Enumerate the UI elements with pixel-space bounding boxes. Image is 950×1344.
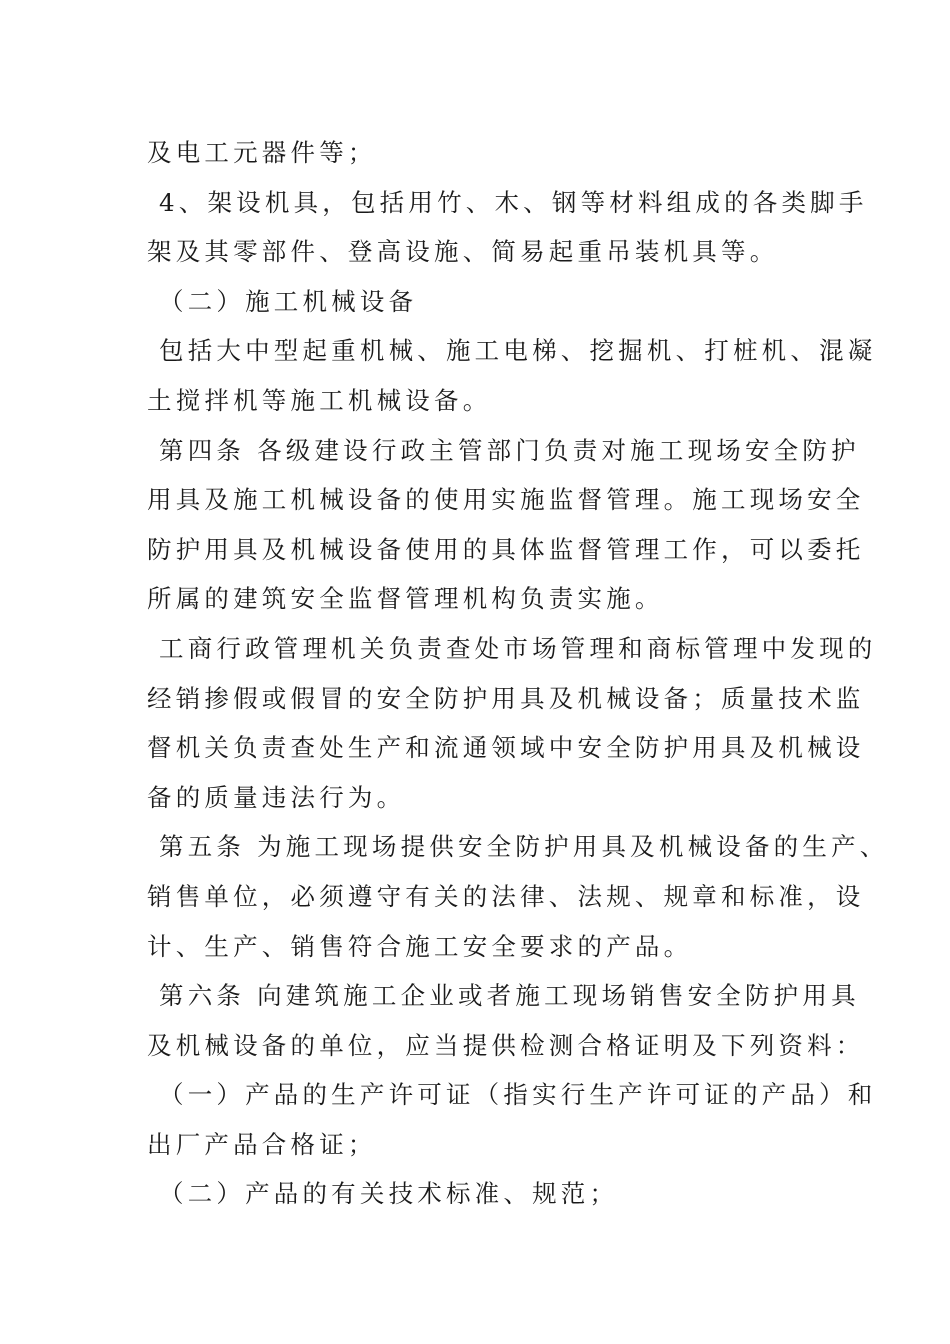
text-line: 及机械设备的单位，应当提供检测合格证明及下列资料： (147, 1030, 865, 1060)
list-item-line: （二）产品的有关技术标准、规范； (147, 1179, 619, 1209)
text-line: 销售单位，必须遵守有关的法律、法规、规章和标准，设 (147, 881, 865, 911)
text-line: 及电工元器件等； (147, 138, 377, 167)
text-line: 备的质量违法行为。 (147, 782, 406, 812)
text-line: 所属的建筑安全监督管理机构负责实施。 (147, 584, 664, 614)
text-line: 防护用具及机械设备使用的具体监督管理工作，可以委托 (147, 534, 865, 564)
body-text (147, 128, 889, 1219)
text-line: 包括大中型起重机械、施工电梯、挖掘机、打桩机、混凝 (147, 336, 877, 366)
text-line: 架及其零部件、登高设施、简易起重吊装机具等。 (147, 237, 779, 267)
text-line: 督机关负责查处生产和流通领域中安全防护用具及机械设 (147, 733, 865, 763)
article-line: 第六条 向建筑施工企业或者施工现场销售安全防护用具 (147, 981, 860, 1011)
text-line: 出厂产品合格证； (147, 1129, 377, 1159)
list-item-line: （一）产品的生产许可证（指实行生产许可证的产品）和 (147, 1080, 877, 1110)
section-heading: （二）施工机械设备 (147, 286, 418, 316)
text-line: 用具及施工机械设备的使用实施监督管理。施工现场安全 (147, 485, 865, 515)
article-line: 第五条 为施工现场提供安全防护用具及机械设备的生产、 (147, 832, 889, 862)
text-line: 4、架设机具，包括用竹、木、钢等材料组成的各类脚手 (147, 187, 868, 217)
article-line: 第四条 各级建设行政主管部门负责对施工现场安全防护 (147, 435, 860, 465)
text-line: 工商行政管理机关负责查处市场管理和商标管理中发现的 (147, 633, 877, 663)
text-line: 计、生产、销售符合施工安全要求的产品。 (147, 931, 693, 961)
text-line: 经销掺假或假冒的安全防护用具及机械设备；质量技术监 (147, 683, 865, 713)
text-line: 土搅拌机等施工机械设备。 (147, 385, 492, 415)
